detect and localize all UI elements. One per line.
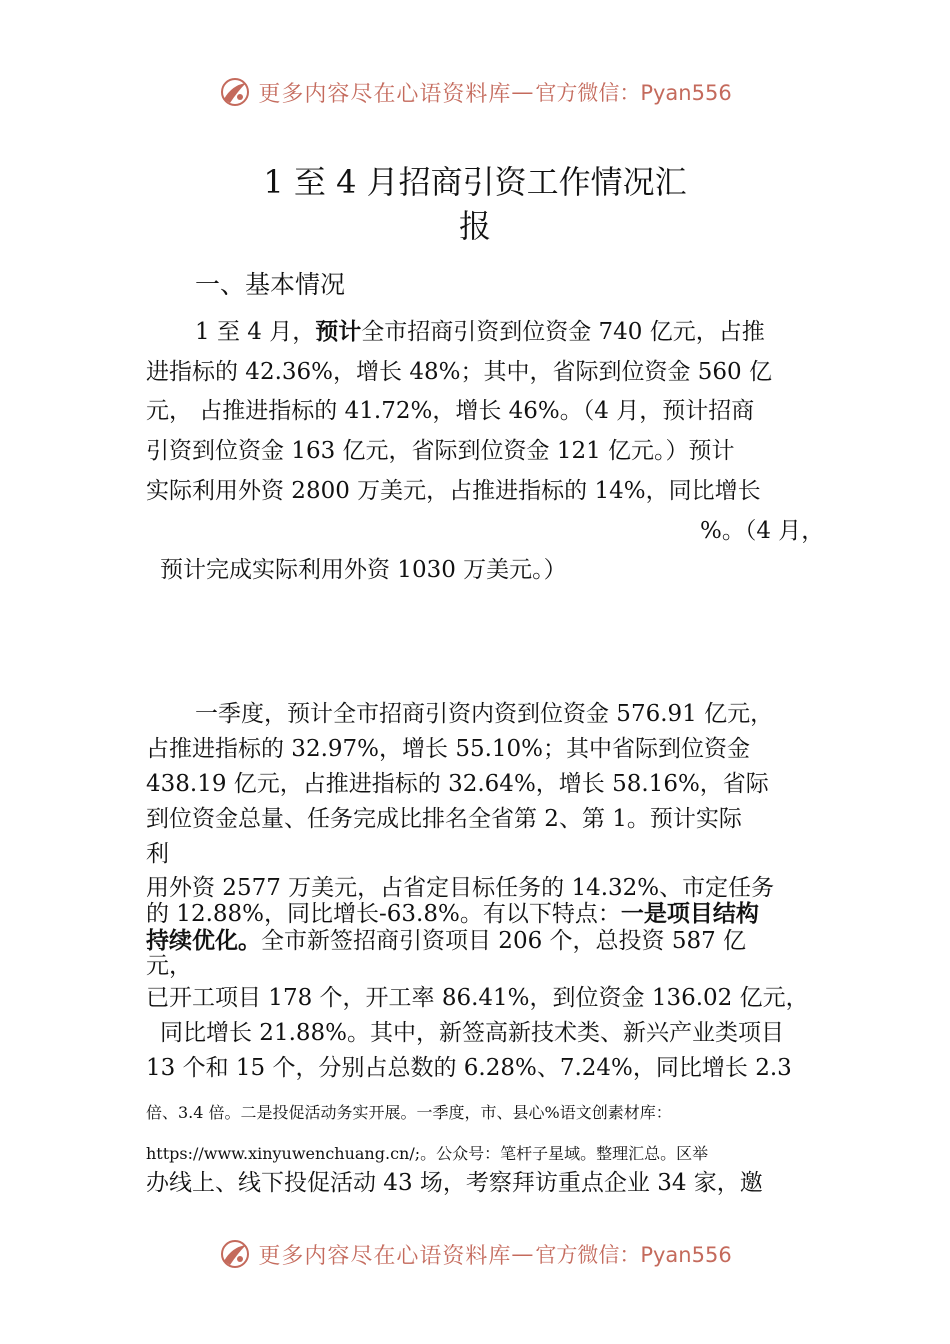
p1-line: 1 至 4 月，预计全市招商引资到位资金 740 亿元，占推 (195, 319, 765, 345)
bold-text: 持续优化。 (146, 928, 261, 954)
page-title (0, 160, 950, 248)
p2-line: 一季度，预计全市招商引资内资到位资金 576.91 亿元， (195, 701, 774, 727)
p1-line: 实际利用外资 2800 万美元，占推进指标的 14%，同比增长 (146, 478, 761, 504)
p2-line: 占推进指标的 32.97%，增长 55.10%；其中省际到位资金 (146, 736, 751, 762)
p2-line: 元， (146, 953, 192, 979)
banner-wechat-text: 官方微信：Pyan556 (535, 1243, 732, 1267)
title-line-2: 报 (458, 207, 491, 245)
p2-line: 438.19 亿元，占推进指标的 32.64%，增长 58.16%，省际 (146, 771, 769, 797)
bold-text: 一是项目结构 (620, 901, 759, 927)
p2-small-line: https://www.xinyuwenchuang.cn/;。公众号：笔杆子星域。整理汇总。区举 (146, 1144, 709, 1163)
p2-line: 已开工项目 178 个，开工率 86.41%，到位资金 136.02 亿元， (146, 985, 809, 1011)
watermark-banner-top (0, 72, 950, 112)
p1-line: 预计完成实际利用外资 1030 万美元。） (160, 557, 567, 583)
p1-line: 元， 占推进指标的 41.72%，增长 46%。（4 月，预计招商 (146, 398, 755, 424)
p1-line: 引资到位资金 163 亿元，省际到位资金 121 亿元。）预计 (146, 438, 735, 464)
brush-logo-icon (218, 1237, 252, 1271)
p1-line: 进指标的 42.36%，增长 48%；其中，省际到位资金 560 亿 (146, 359, 772, 385)
bold-text: 预计 (315, 319, 362, 345)
section-heading: 一、基本情况 (195, 270, 346, 299)
title-line-1: 1 至 4 月招商引资工作情况汇 (263, 163, 687, 201)
brush-logo-icon (218, 75, 252, 109)
p2-line: 用外资 2577 万美元，占省定目标任务的 14.32%、市定任务 (146, 875, 775, 901)
p2-line: 到位资金总量、任务完成比排名全省第 2、第 1。预计实际 (146, 806, 742, 832)
p2-line: 利 (146, 841, 169, 867)
banner-separator: — (511, 79, 534, 105)
banner-brand-text: 更多内容尽在心语资料库 (258, 81, 512, 107)
p2-line: 持续优化。全市新签招商引资项目 206 个，总投资 587 亿 (146, 928, 747, 954)
p2-line: 办线上、线下投促活动 43 场，考察拜访重点企业 34 家，邀 (146, 1170, 763, 1196)
banner-wechat-text: 官方微信：Pyan556 (535, 81, 732, 105)
watermark-banner-bottom (0, 1234, 950, 1274)
banner-separator: — (511, 1241, 534, 1267)
p2-line: 13 个和 15 个，分别占总数的 6.28%、7.24%，同比增长 2.3 (146, 1055, 792, 1081)
p2-small-line: 倍、3.4 倍。二是投促活动务实开展。一季度，市、县心%语文创素材库： (146, 1103, 672, 1122)
p1-line: %。（4 月， (700, 518, 825, 544)
p2-line: 的 12.88%，同比增长-63.8%。有以下特点：一是项目结构 (146, 901, 759, 927)
banner-brand-text: 更多内容尽在心语资料库 (258, 1243, 512, 1269)
p2-line: 同比增长 21.88%。其中，新签高新技术类、新兴产业类项目 (160, 1020, 785, 1046)
